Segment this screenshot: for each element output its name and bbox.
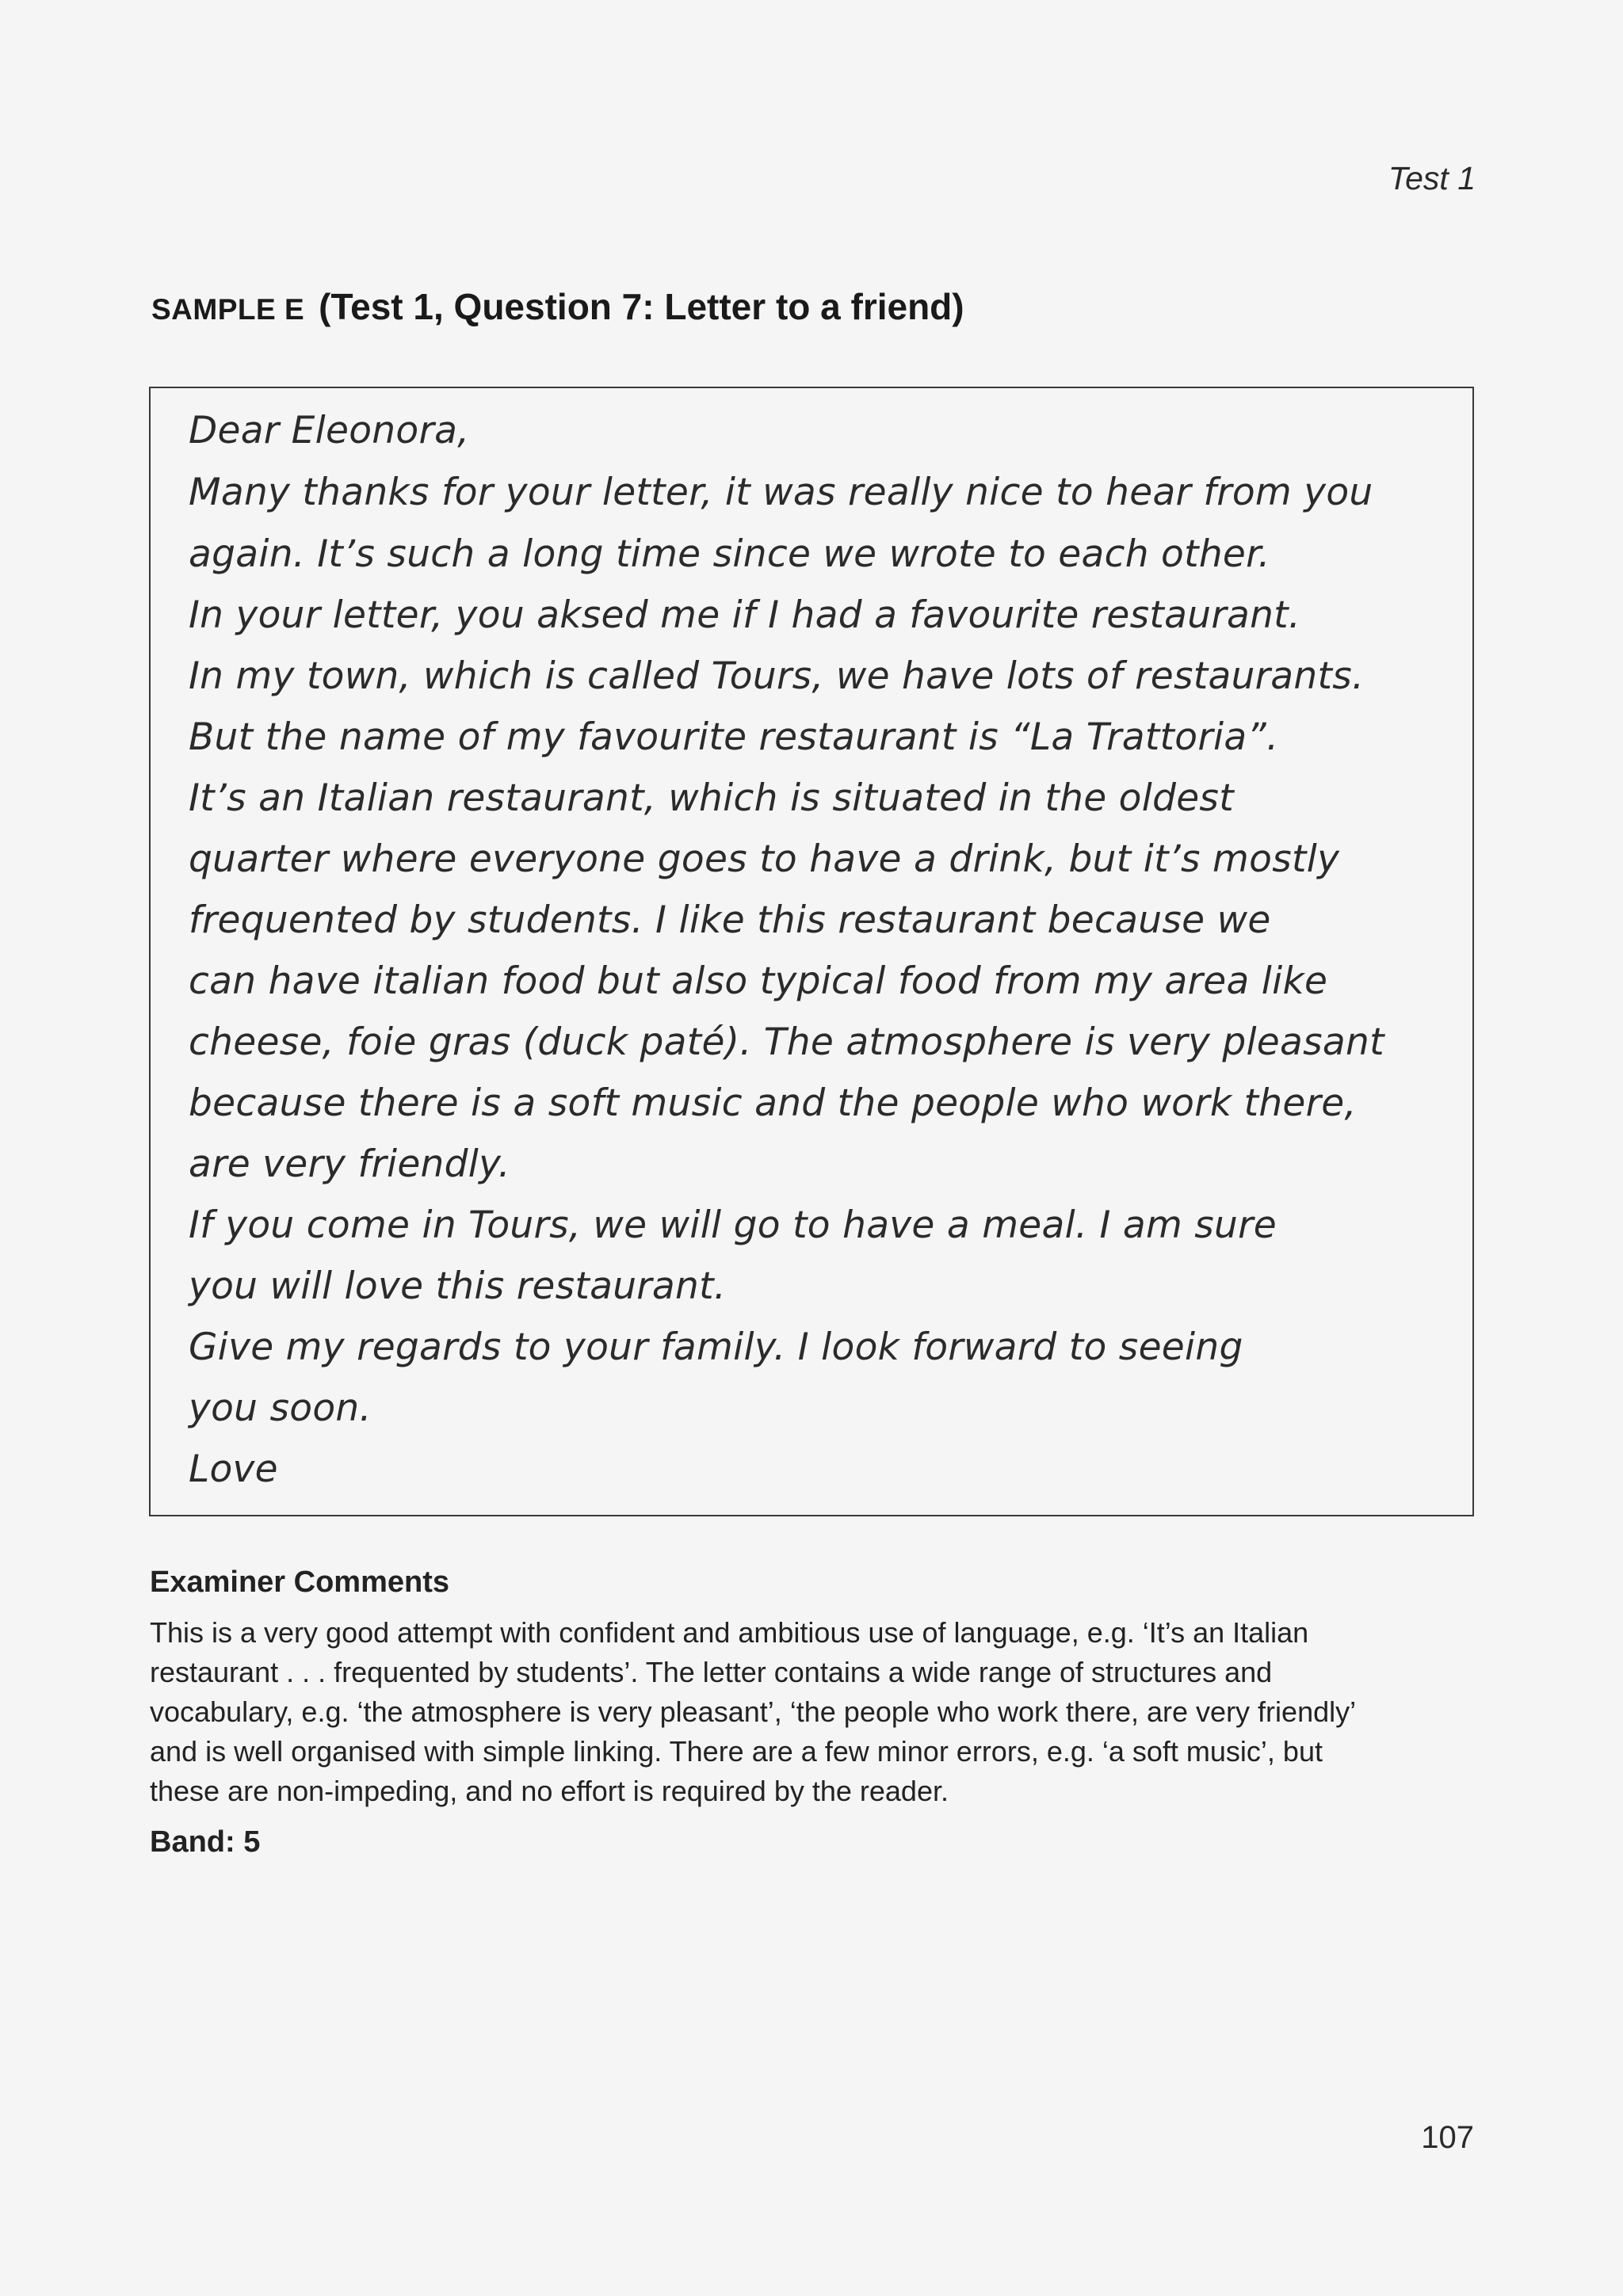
letter-line: Give my regards to your family. I look forward to seeing bbox=[189, 1325, 1243, 1369]
examiner-comment-line: This is a very good attempt with confident and ambitious use of language, e.g. ‘It’s an Italian bbox=[150, 1616, 1309, 1649]
letter-line: cheese, foie gras (duck paté). The atmosphere is very pleasant bbox=[189, 1020, 1384, 1064]
letter-line: quarter where everyone goes to have a drink, but it’s mostly bbox=[189, 837, 1340, 881]
letter-line: you soon. bbox=[189, 1386, 372, 1430]
sample-heading bbox=[151, 285, 964, 328]
letter-line: But the name of my favourite restaurant is “La Trattoria”. bbox=[189, 715, 1279, 759]
examiner-comment-line: these are non-impeding, and no effort is required by the reader. bbox=[150, 1775, 949, 1807]
examiner-comment-line: vocabulary, e.g. ‘the atmosphere is very pleasant’, ‘the people who work there, are very friendly’ bbox=[150, 1695, 1357, 1728]
band-score: Band: 5 bbox=[150, 1825, 261, 1859]
running-head: Test 1 bbox=[1388, 160, 1476, 196]
letter-line: In my town, which is called Tours, we have lots of restaurants. bbox=[189, 654, 1365, 698]
letter-line: again. It’s such a long time since we wrote to each other. bbox=[189, 532, 1270, 576]
letter-line: Many thanks for your letter, it was really nice to hear from you bbox=[189, 471, 1373, 514]
letter-box bbox=[149, 387, 1474, 1516]
letter-line: can have italian food but also typical food from my area like bbox=[189, 959, 1328, 1003]
letter-greeting: Dear Eleonora, bbox=[189, 409, 470, 452]
letter-line: frequented by students. I like this restaurant because we bbox=[189, 898, 1271, 942]
letter-signoff: Love bbox=[189, 1447, 278, 1491]
sample-label: SAMPLE E bbox=[151, 293, 305, 326]
examiner-comments-heading: Examiner Comments bbox=[150, 1566, 450, 1599]
examiner-comment-line: restaurant . . . frequented by students’. The letter contains a wide range of structures and bbox=[150, 1656, 1273, 1688]
letter-line: because there is a soft music and the people who work there, bbox=[189, 1081, 1357, 1125]
sample-title: (Test 1, Question 7: Letter to a friend) bbox=[319, 286, 964, 327]
letter-line: are very friendly. bbox=[189, 1142, 510, 1186]
letter-line: If you come in Tours, we will go to have a meal. I am sure bbox=[189, 1203, 1277, 1247]
letter-line: you will love this restaurant. bbox=[189, 1264, 727, 1308]
letter-line: In your letter, you aksed me if I had a favourite restaurant. bbox=[189, 593, 1301, 637]
examiner-comment-line: and is well organised with simple linking. There are a few minor errors, e.g. ‘a soft music’, but bbox=[150, 1735, 1323, 1768]
page-number: 107 bbox=[1421, 2120, 1474, 2155]
letter-line: It’s an Italian restaurant, which is situated in the oldest bbox=[189, 776, 1234, 820]
